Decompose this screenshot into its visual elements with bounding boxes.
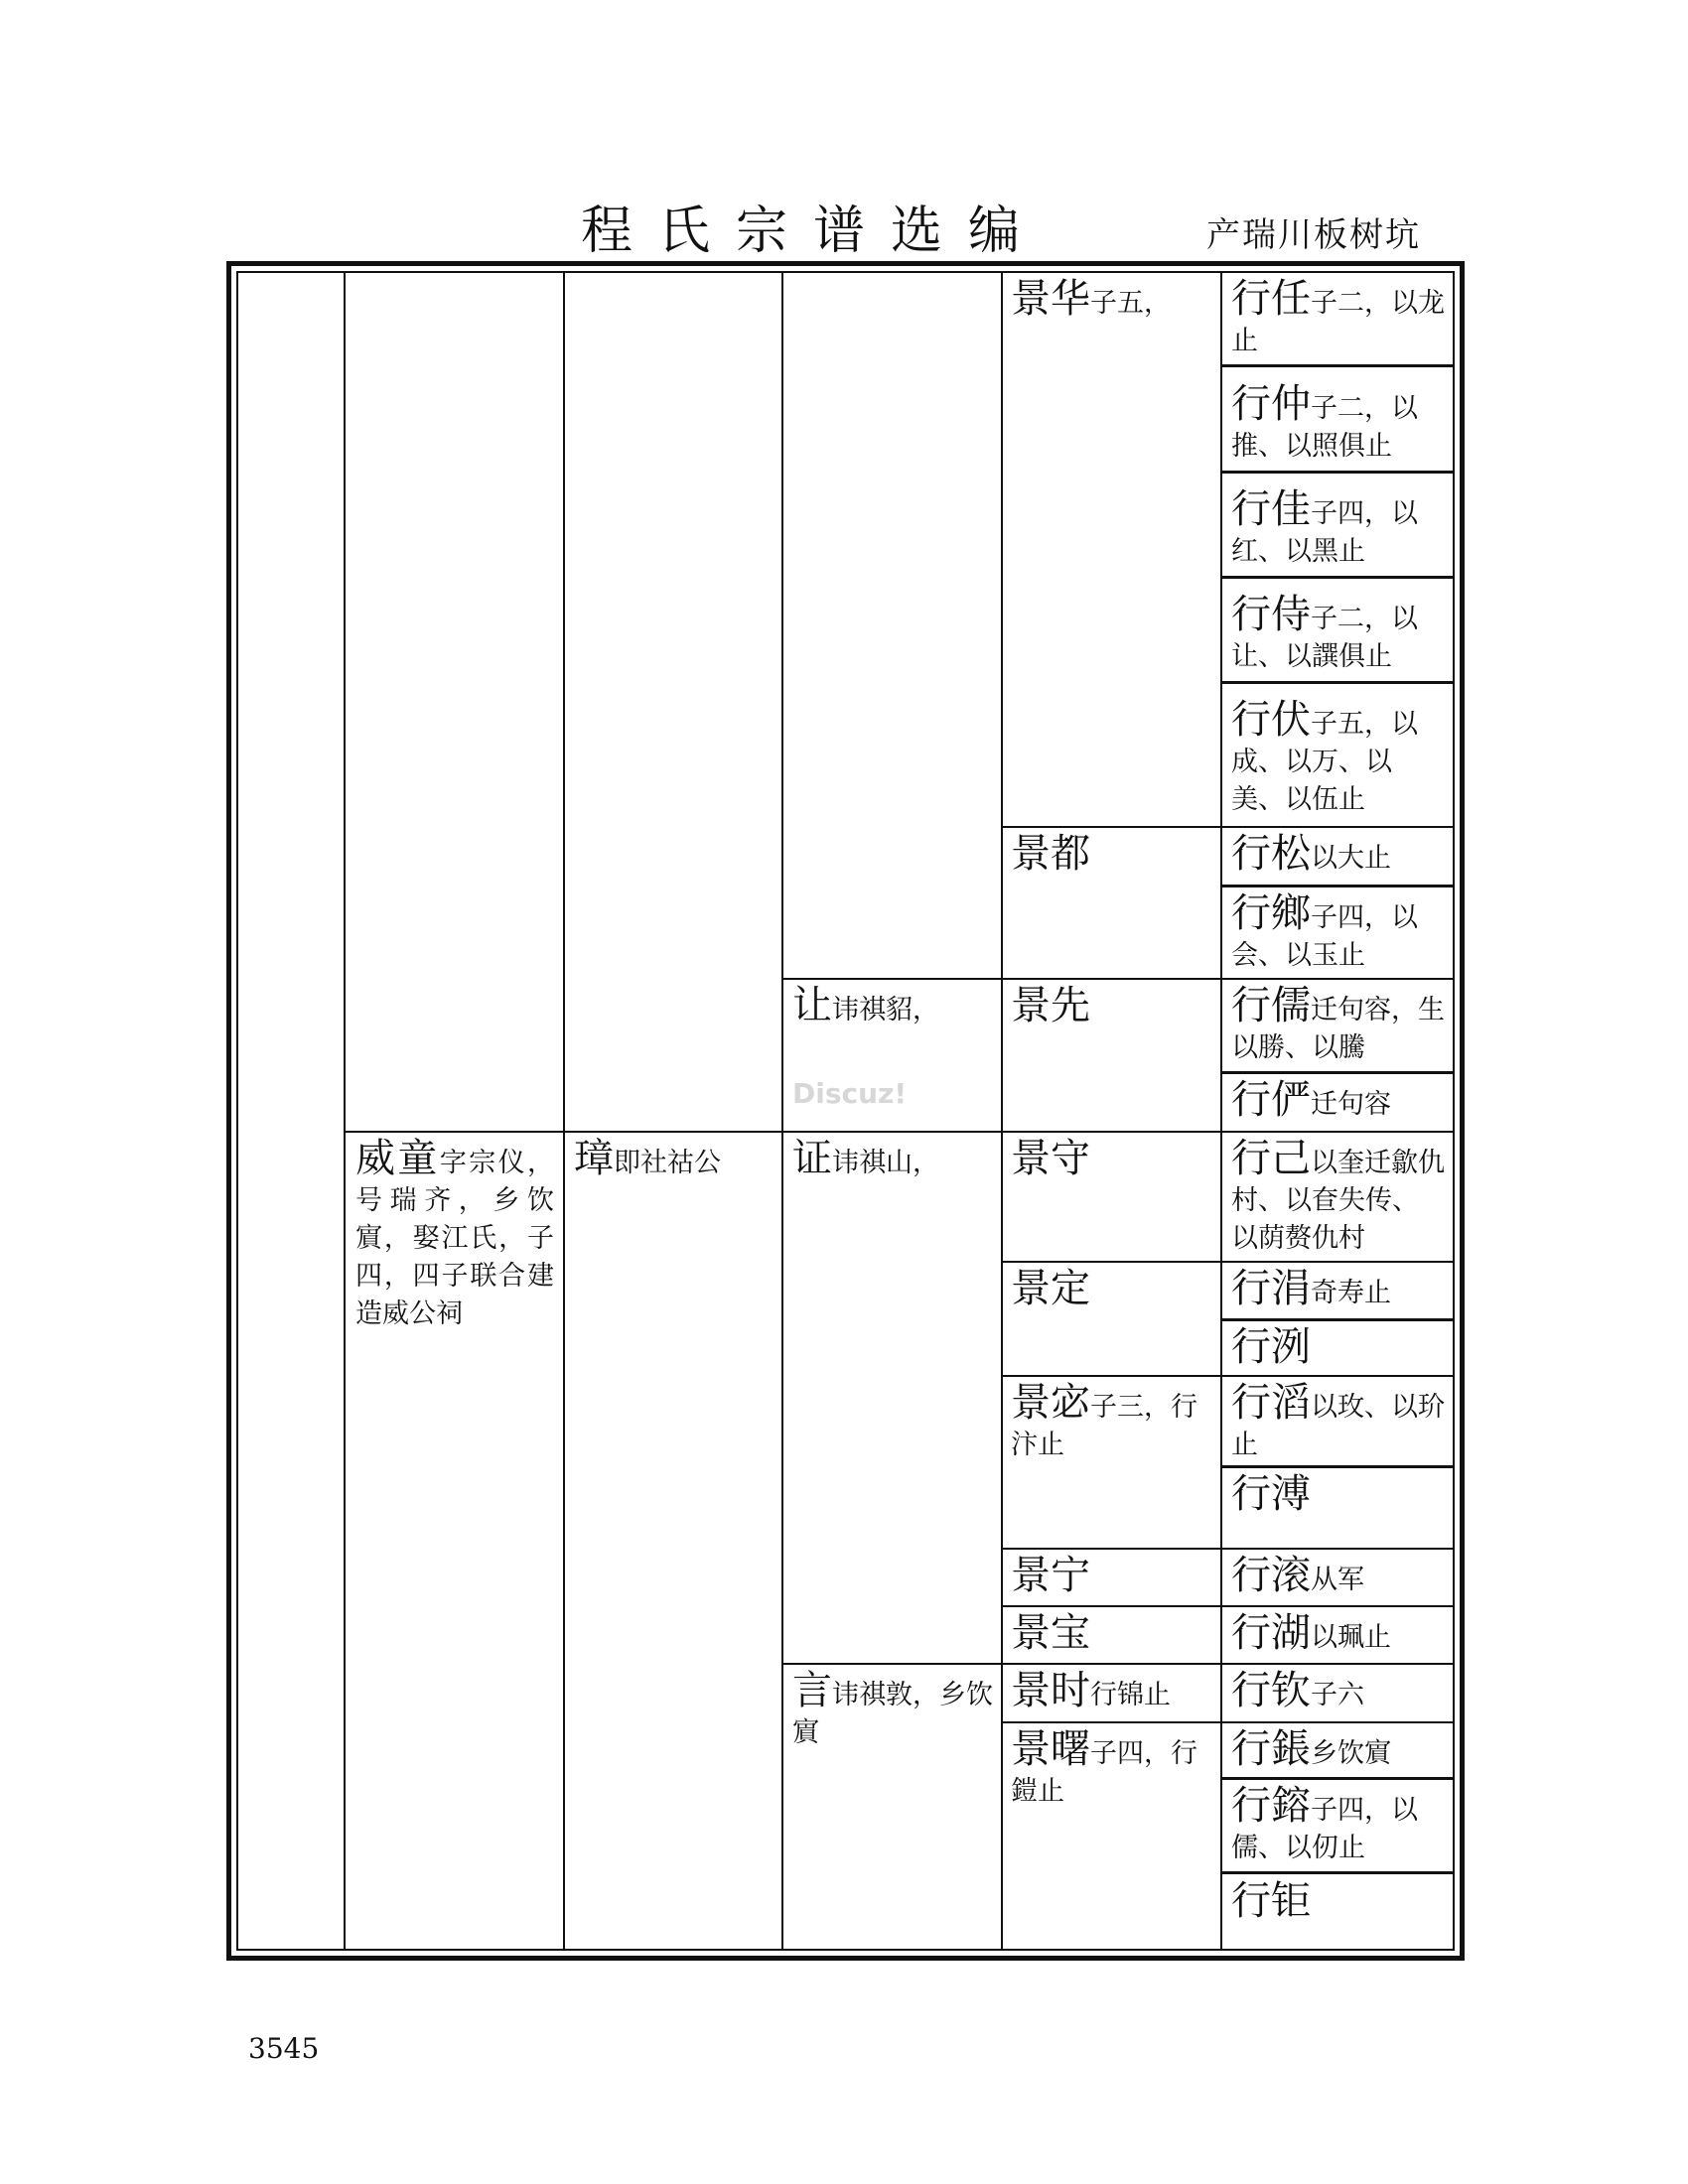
- row-divider: [1220, 1777, 1453, 1780]
- row-divider: [781, 1663, 1453, 1665]
- row-divider: [1220, 681, 1453, 684]
- person-cell: [574, 1137, 773, 1196]
- row-divider: [1001, 1375, 1453, 1377]
- page-number: 3545: [248, 2032, 320, 2065]
- person-name: 行儒: [1231, 984, 1311, 1028]
- row-divider: [1001, 1721, 1453, 1723]
- person-cell: [1231, 698, 1445, 825]
- person-cell: [1011, 1554, 1214, 1603]
- person-cell: [1231, 1078, 1445, 1128]
- person-note: 讳祺貂，: [832, 995, 939, 1025]
- person-note: 从军: [1311, 1565, 1364, 1595]
- person-cell: [1231, 1554, 1445, 1603]
- person-name: 行侍: [1231, 593, 1311, 637]
- person-name: 行鋹: [1231, 1727, 1311, 1772]
- watermark-text: Discuz!: [792, 1077, 908, 1110]
- person-note: 奇寿止: [1311, 1278, 1391, 1308]
- person-name: 行仲: [1231, 382, 1311, 427]
- person-cell: [1231, 1325, 1445, 1373]
- person-cell: [1231, 487, 1445, 575]
- person-note: 子三，行汴止: [1011, 1392, 1197, 1460]
- person-cell: [1011, 1267, 1214, 1326]
- person-name: 行滚: [1231, 1554, 1311, 1598]
- person-name: 行钜: [1231, 1879, 1311, 1924]
- person-note: 讳祺敦，乡饮賔: [792, 1680, 993, 1748]
- person-cell: [1231, 1472, 1445, 1546]
- genealogy-table: [236, 271, 1455, 1951]
- person-name: 行鎔: [1231, 1784, 1311, 1829]
- row-divider: [1220, 885, 1453, 887]
- person-note: 子四，以红、以黑止: [1231, 498, 1418, 567]
- person-cell: [1231, 1879, 1445, 1943]
- person-name: 景都: [1011, 832, 1090, 877]
- person-note: 子四，行鎧止: [1011, 1738, 1197, 1807]
- column-divider: [1220, 273, 1222, 1949]
- person-name: 行任: [1231, 277, 1311, 322]
- page-title: 程氏宗谱选编: [581, 202, 1047, 261]
- person-name: 行钦: [1231, 1669, 1311, 1713]
- row-divider: [1220, 1071, 1453, 1074]
- person-name: 景宝: [1011, 1611, 1090, 1656]
- column-divider: [563, 273, 565, 1949]
- person-cell: [1231, 593, 1445, 680]
- person-cell: [1011, 1727, 1214, 1817]
- person-note: 子四，以儒、以仞止: [1231, 1795, 1418, 1863]
- person-note: 子二，以让、以譔俱止: [1231, 604, 1418, 672]
- person-cell: [1231, 1727, 1445, 1777]
- person-name: 行佳: [1231, 487, 1311, 532]
- person-cell: [1011, 277, 1214, 337]
- person-cell: [1231, 1784, 1445, 1869]
- person-name: 行松: [1231, 832, 1311, 877]
- person-note: 以大止: [1311, 843, 1391, 874]
- person-name: 行伏: [1231, 698, 1311, 743]
- person-name: 景时: [1011, 1669, 1090, 1713]
- row-divider: [1001, 1548, 1453, 1550]
- person-cell: [1231, 277, 1445, 364]
- person-cell: [1011, 1137, 1214, 1196]
- person-name: 景定: [1011, 1267, 1090, 1311]
- column-divider: [781, 273, 783, 1949]
- person-note: 迁句容: [1311, 1089, 1391, 1120]
- row-divider: [1220, 364, 1453, 367]
- person-note: 即社祜公: [614, 1148, 721, 1178]
- person-name: 行湖: [1231, 1611, 1311, 1656]
- person-name: 行鄉: [1231, 891, 1311, 936]
- person-cell: [1231, 382, 1445, 470]
- row-divider: [344, 1131, 1453, 1133]
- row-divider: [1220, 1871, 1453, 1874]
- person-name: 璋: [574, 1137, 614, 1181]
- person-name: 行俨: [1231, 1078, 1311, 1123]
- row-divider: [1220, 576, 1453, 579]
- person-cell: [1231, 1267, 1445, 1316]
- person-name: 景曙: [1011, 1727, 1090, 1772]
- person-cell: [792, 984, 996, 1043]
- person-note: 讳祺山，: [832, 1148, 939, 1178]
- person-name: 行涓: [1231, 1267, 1311, 1311]
- person-name: 行己: [1231, 1137, 1311, 1181]
- person-cell: [355, 1137, 554, 1335]
- person-name: 行洌: [1231, 1325, 1311, 1370]
- person-note: 子二，以龙止: [1231, 288, 1445, 356]
- row-divider: [1220, 1465, 1453, 1468]
- person-note: 字宗仪，号瑞齐，乡饮賔，娶江氏，子四，四子联合建造威公祠: [355, 1148, 554, 1329]
- person-name: 让: [792, 984, 832, 1028]
- person-name: 景守: [1011, 1137, 1090, 1181]
- person-note: 子二，以推、以照俱止: [1231, 393, 1418, 462]
- person-note: 子五，以成、以万、以美、以伍止: [1231, 709, 1418, 815]
- person-cell: [1231, 891, 1445, 977]
- person-name: 行滔: [1231, 1381, 1311, 1426]
- person-name: 景宁: [1011, 1554, 1090, 1598]
- person-cell: [792, 1669, 996, 1758]
- person-note: 子六: [1311, 1680, 1364, 1710]
- person-cell: [792, 1137, 996, 1196]
- person-note: 乡饮賔: [1311, 1738, 1391, 1769]
- person-note: 以玫、以玠止: [1231, 1392, 1445, 1460]
- person-cell: [1231, 832, 1445, 882]
- person-cell: [1231, 1137, 1445, 1260]
- row-divider: [1001, 826, 1453, 828]
- person-note: 子四，以会、以玉止: [1231, 902, 1418, 971]
- person-name: 威童: [355, 1137, 440, 1181]
- person-name: 言: [792, 1669, 832, 1713]
- person-cell: [1011, 1611, 1214, 1661]
- person-name: 景华: [1011, 277, 1090, 322]
- person-note: 行锦止: [1090, 1680, 1171, 1710]
- row-divider: [1001, 1261, 1453, 1263]
- person-note: 以奎迁歙仇村、以奆失传、以荫赘仇村: [1231, 1148, 1445, 1254]
- person-name: 行溥: [1231, 1472, 1311, 1517]
- person-cell: [1011, 1669, 1214, 1718]
- person-cell: [1011, 984, 1214, 1043]
- branch-subtitle: 产瑞川板树坑: [1206, 215, 1421, 255]
- column-divider: [1001, 273, 1003, 1949]
- person-cell: [1231, 1611, 1445, 1661]
- person-cell: [1231, 984, 1445, 1069]
- row-divider: [1001, 1605, 1453, 1607]
- person-name: 景宓: [1011, 1381, 1090, 1426]
- person-cell: [1231, 1669, 1445, 1718]
- person-cell: [1011, 1381, 1214, 1470]
- person-name: 证: [792, 1137, 832, 1181]
- person-cell: [1231, 1381, 1445, 1464]
- person-note: 迁句容，生以勝、以騰: [1231, 995, 1445, 1063]
- person-cell: [1011, 832, 1214, 891]
- row-divider: [1220, 1318, 1453, 1321]
- row-divider: [1220, 471, 1453, 474]
- row-divider: [781, 978, 1453, 980]
- person-name: 景先: [1011, 984, 1090, 1028]
- person-note: 以珮止: [1311, 1622, 1391, 1653]
- column-divider: [344, 273, 346, 1949]
- person-note: 子五，: [1090, 288, 1171, 319]
